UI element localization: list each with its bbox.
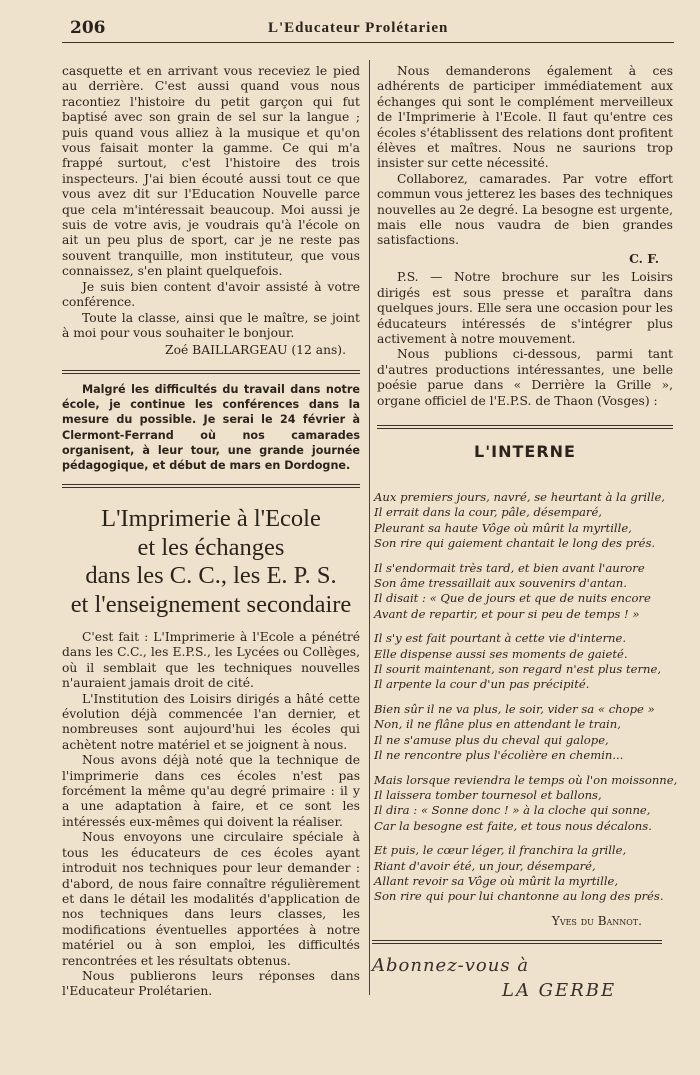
- poem-line: Il errait dans la cour, pâle, désemparé,: [374, 505, 602, 520]
- letter-signature: Zoé BAILLARGEAU (12 ans).: [165, 343, 346, 358]
- section-rule: [372, 940, 662, 944]
- article-paragraph: Nous envoyons une circulaire spéciale à tous les éducateurs de ces écoles ayant introduit nos techniques pour leur demander : d'abord, de nous faire connaître régulièrement et dans le détail les modalités d'application de nos techniques dans leurs classes, les modifications éventuelles apportées à notre matériel ou à son emploi, les difficultés rencontrées et les résultats obtenus.: [62, 830, 360, 968]
- section-rule: [62, 370, 360, 374]
- letter-paragraph: casquette et en arrivant vous receviez le pied au derrière. C'est aussi quand vous nous racontiez l'histoire du petit garçon qui fut baptisé avec son grain de sel sur la langue ; puis quand vous alliez à la musique et qu'on vous faisait monter la gamme. Ce qui m'a frappé surtout, c'est l'histoire des trois inspecteurs. J'ai bien écouté aussi tout ce que vous avez dit sur l'Education Nouvelle parce que cela m'intéressait beaucoup. Moi aussi je suis de votre avis, je voudrais qu'à l'école on ait un peu plus de sport, car je ne reste pas souvent tranquille, mon instituteur, que vous connaissez, s'en plaint quelquefois.: [62, 64, 360, 279]
- poem-line: Bien sûr il ne va plus, le soir, vider sa « chope »: [374, 701, 655, 716]
- poem-title: L'INTERNE: [474, 442, 576, 461]
- article-paragraph: Collaborez, camarades. Par votre effort commun vous jetterez les bases des techniques nouvelles au 2e degré. La besogne est urgente, mais elle nous vaudra de bien grandes satisfactions.: [377, 171, 673, 248]
- poem-line: Riant d'avoir été, un jour, désemparé,: [374, 858, 596, 873]
- poem-line: Il ne s'amuse plus du cheval qui galope,: [374, 732, 609, 747]
- ps-paragraph: P.S. — Notre brochure sur les Loisirs dirigés est sous presse et paraîtra dans quelques jours. Elle sera une occasion pour les éducateurs intéressés de s'intégrer plus activement à notre mouvement.: [377, 270, 673, 346]
- article-paragraph: C'est fait : L'Imprimerie à l'Ecole a pénétré dans les C.C., les E.P.S., les Lycées ou Collèges, où il semblait que les techniques nouvelles n'auraient jamais droit de cité.: [62, 630, 360, 691]
- article-title-line: et l'enseignement secondaire: [70, 590, 352, 618]
- page-number: 206: [70, 18, 106, 38]
- poem-line: Il s'y est fait pourtant à cette vie d'interne.: [374, 631, 627, 646]
- boxed-note-text: Malgré les difficultés du travail dans notre école, je continue les conférences dans la mesure du possible. Je serai le 24 février à Clermont-Ferrand où nos camarades organisent, à leur tour, une grande journée pédagogique, et début de mars en Dordogne.: [62, 383, 360, 473]
- article-paragraph: Nous avons déjà noté que la technique de l'imprimerie dans ces écoles n'est pas forcément la même qu'au degré primaire : il y a une adaptation à faire, et ce sont les intéressés eux-mêmes qui doivent la réaliser.: [62, 753, 360, 829]
- advert-title: LA GERBE: [502, 980, 617, 1001]
- poem-stanza: [374, 490, 674, 552]
- poem-line: Il arpente la cour d'un pas précipité.: [374, 677, 590, 692]
- poem-stanza: [374, 561, 674, 623]
- letter-paragraph: Je suis bien content d'avoir assisté à votre conférence.: [62, 279, 360, 310]
- poem-line: Il s'endormait très tard, et bien avant l'aurore: [374, 560, 645, 575]
- poem-line: Son âme tressaillait aux souvenirs d'antan.: [374, 576, 627, 591]
- poem: [374, 490, 678, 929]
- ps-paragraph: Nous publions ci-dessous, parmi tant d'autres productions intéressantes, une belle poésie parue dans « Derrière la Grille », organe officiel de l'E.P.S. de Thaon (Vosges) :: [377, 347, 673, 408]
- page-header: [62, 12, 674, 43]
- poem-line: Son rire qui pour lui chantonne au long des prés.: [374, 889, 664, 904]
- column-divider: [369, 60, 370, 995]
- poem-line: Non, il ne flâne plus en attendant le train,: [374, 717, 621, 732]
- poem-line: Car la besogne est faite, et tous nous décalons.: [374, 818, 652, 833]
- advert-line: Abonnez-vous à: [372, 955, 530, 976]
- poem-stanza: [374, 702, 674, 764]
- poem-stanza: [374, 772, 678, 835]
- poem-stanza: [374, 843, 674, 905]
- poem-author: Yves du Bannot.: [551, 913, 642, 928]
- poem-line: Pleurant sa haute Vôge où mûrit la myrtille,: [374, 520, 632, 535]
- article-title-line: L'Imprimerie à l'Ecole: [101, 505, 321, 532]
- poem-line: Il sourit maintenant, son regard n'est plus terne,: [374, 662, 662, 677]
- poem-line: Mais lorsque reviendra le temps où l'on moissonne,: [374, 772, 678, 787]
- poem-line: Allant revoir sa Vôge où mûrit la myrtille,: [374, 873, 619, 888]
- poem-line: Avant de repartir, et pour si peu de temps ! »: [374, 606, 640, 621]
- poem-line: Il dira : « Sonne donc ! » à la cloche qui sonne,: [374, 803, 651, 818]
- letter-paragraph: Toute la classe, ainsi que le maître, se joint à moi pour vous souhaiter le bonjour.: [62, 310, 360, 340]
- article-signature: C. F.: [629, 250, 659, 266]
- section-rule: [62, 484, 360, 488]
- letter-continuation: [62, 64, 360, 359]
- article-continuation: [377, 64, 673, 409]
- journal-title: L'Educateur Prolétarien: [268, 20, 449, 36]
- poem-line: Elle dispense aussi ses moments de gaieté.: [374, 646, 628, 661]
- article-paragraph: Nous publierons leurs réponses dans l'Educateur Prolétarien.: [62, 968, 360, 999]
- poem-line: Et puis, le cœur léger, il franchira la grille,: [374, 843, 627, 858]
- article-title-line: et les échanges: [137, 533, 285, 561]
- boxed-note: [62, 382, 360, 473]
- section-rule: [377, 425, 673, 429]
- article-title: [62, 505, 360, 619]
- poem-line: Il laissera tomber tournesol et ballons,: [374, 787, 602, 802]
- poem-line: Il disait : « Que de jours et que de nuits encore: [374, 591, 651, 606]
- poem-line: Aux premiers jours, navré, se heurtant à la grille,: [374, 490, 665, 504]
- poem-line: Son rire qui gaiement chantait le long des prés.: [374, 536, 656, 551]
- poem-line: Il ne rencontre plus l'écolière en chemin...: [374, 748, 624, 763]
- article-paragraph: L'Institution des Loisirs dirigés a hâté cette évolution déjà commencée l'an dernier, et nombreuses sont aujourd'hui les écoles qui achètent notre matériel et se joignent à nous.: [62, 691, 360, 752]
- poem-stanza: [374, 631, 674, 693]
- article-body: [62, 630, 360, 1000]
- article-title-line: dans les C. C., les E. P. S.: [85, 562, 337, 589]
- article-paragraph: Nous demanderons également à ces adhérents de participer immédiatement aux échanges qui sont le complément merveilleux de l'Imprimerie à l'Ecole. Il faut qu'entre ces écoles s'établissent des relations dont profitent élèves et maîtres. Nous ne saurions trop insister sur cette nécessité.: [377, 64, 673, 171]
